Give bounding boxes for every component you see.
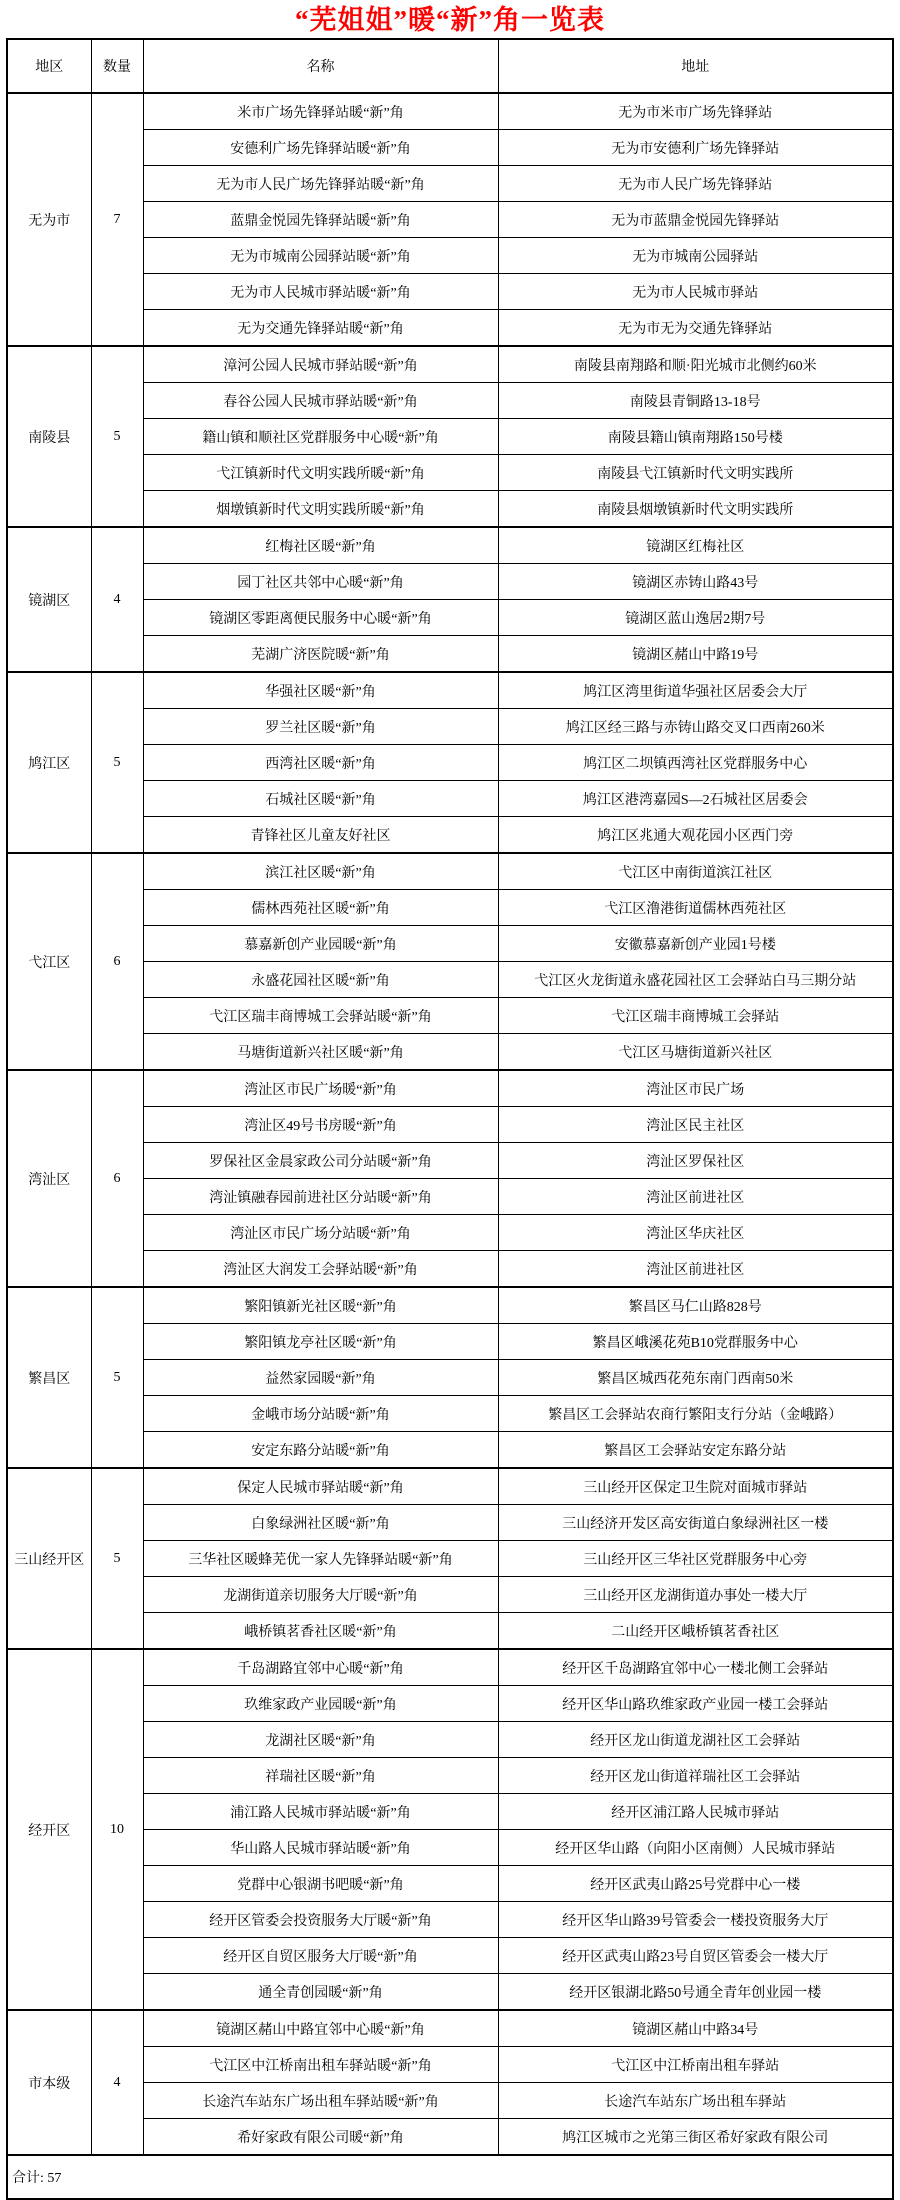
name-cell: 玖维家政产业园暖“新”角: [143, 1686, 498, 1722]
address-cell: 无为市城南公园驿站: [498, 238, 893, 274]
address-cell: 经开区武夷山路25号党群中心一楼: [498, 1866, 893, 1902]
name-cell: 繁阳镇新光社区暖“新”角: [143, 1287, 498, 1324]
address-cell: 湾沚区民主社区: [498, 1107, 893, 1143]
address-cell: 鸠江区经三路与赤铸山路交叉口西南260米: [498, 709, 893, 745]
page-title: “芜姐姐”暖“新”角一览表: [295, 5, 605, 35]
address-cell: 无为市安德利广场先锋驿站: [498, 130, 893, 166]
table-row: [7, 853, 893, 890]
column-header-1: 数量: [91, 39, 143, 93]
address-cell: 繁昌区峨溪花苑B10党群服务中心: [498, 1324, 893, 1360]
name-cell: 弋江区瑞丰商博城工会驿站暖“新”角: [143, 998, 498, 1034]
address-cell: 鸠江区城市之光第三街区希好家政有限公司: [498, 2119, 893, 2156]
name-cell: 烟墩镇新时代文明实践所暖“新”角: [143, 491, 498, 528]
address-cell: 无为市米市广场先锋驿站: [498, 93, 893, 130]
name-cell: 漳河公园人民城市驿站暖“新”角: [143, 346, 498, 383]
region-cell: 南陵县: [7, 346, 91, 527]
address-cell: 镜湖区赤铸山路43号: [498, 564, 893, 600]
table-row: [7, 1649, 893, 1686]
name-cell: 繁阳镇龙亭社区暖“新”角: [143, 1324, 498, 1360]
table-row: [7, 672, 893, 709]
name-cell: 三华社区暖蜂芜优一家人先锋驿站暖“新”角: [143, 1541, 498, 1577]
address-cell: 鸠江区兆通大观花园小区西门旁: [498, 817, 893, 854]
region-cell: 经开区: [7, 1649, 91, 2010]
address-cell: 镜湖区赭山中路34号: [498, 2010, 893, 2047]
name-cell: 湾沚区市民广场分站暖“新”角: [143, 1215, 498, 1251]
address-cell: 弋江区中南街道滨江社区: [498, 853, 893, 890]
address-cell: 鸠江区二坝镇西湾社区党群服务中心: [498, 745, 893, 781]
name-cell: 峨桥镇茗香社区暖“新”角: [143, 1613, 498, 1650]
address-cell: 弋江区火龙街道永盛花园社区工会驿站白马三期分站: [498, 962, 893, 998]
name-cell: 儒林西苑社区暖“新”角: [143, 890, 498, 926]
address-cell: 三山经开区保定卫生院对面城市驿站: [498, 1468, 893, 1505]
name-cell: 湾沚镇融春园前进社区分站暖“新”角: [143, 1179, 498, 1215]
count-cell: 5: [91, 346, 143, 527]
locations-table: [6, 38, 894, 2200]
name-cell: 龙湖街道亲切服务大厅暖“新”角: [143, 1577, 498, 1613]
region-cell: 市本级: [7, 2010, 91, 2155]
name-cell: 无为市人民广场先锋驿站暖“新”角: [143, 166, 498, 202]
address-cell: 繁昌区工会驿站农商行繁阳支行分站（金峨路）: [498, 1396, 893, 1432]
column-header-2: 名称: [143, 39, 498, 93]
name-cell: 通全青创园暖“新”角: [143, 1974, 498, 2011]
address-cell: 经开区千岛湖路宜邻中心一楼北侧工会驿站: [498, 1649, 893, 1686]
name-cell: 益然家园暖“新”角: [143, 1360, 498, 1396]
name-cell: 滨江社区暖“新”角: [143, 853, 498, 890]
address-cell: 经开区浦江路人民城市驿站: [498, 1794, 893, 1830]
name-cell: 镜湖区赭山中路宜邻中心暖“新”角: [143, 2010, 498, 2047]
address-cell: 经开区华山路39号管委会一楼投资服务大厅: [498, 1902, 893, 1938]
table-header-row: [7, 39, 893, 93]
total-label: 合计: 57: [7, 2155, 893, 2199]
count-cell: 7: [91, 93, 143, 346]
name-cell: 经开区自贸区服务大厅暖“新”角: [143, 1938, 498, 1974]
table-row: [7, 527, 893, 564]
address-cell: 鸠江区港湾嘉园S—2石城社区居委会: [498, 781, 893, 817]
region-cell: 无为市: [7, 93, 91, 346]
count-cell: 6: [91, 853, 143, 1070]
name-cell: 蓝鼎金悦园先锋驿站暖“新”角: [143, 202, 498, 238]
name-cell: 石城社区暖“新”角: [143, 781, 498, 817]
name-cell: 慕嘉新创产业园暖“新”角: [143, 926, 498, 962]
address-cell: 三山经济开发区高安街道白象绿洲社区一楼: [498, 1505, 893, 1541]
address-cell: 南陵县南翔路和顺·阳光城市北侧约60米: [498, 346, 893, 383]
name-cell: 春谷公园人民城市驿站暖“新”角: [143, 383, 498, 419]
address-cell: 湾沚区前进社区: [498, 1179, 893, 1215]
name-cell: 弋江镇新时代文明实践所暖“新”角: [143, 455, 498, 491]
name-cell: 浦江路人民城市驿站暖“新”角: [143, 1794, 498, 1830]
column-header-0: 地区: [7, 39, 91, 93]
address-cell: 安徽慕嘉新创产业园1号楼: [498, 926, 893, 962]
region-cell: 弋江区: [7, 853, 91, 1070]
address-cell: 无为市人民城市驿站: [498, 274, 893, 310]
region-cell: 湾沚区: [7, 1070, 91, 1287]
name-cell: 安定东路分站暖“新”角: [143, 1432, 498, 1469]
table-row: [7, 1287, 893, 1324]
address-cell: 湾沚区罗保社区: [498, 1143, 893, 1179]
table-row: [7, 1070, 893, 1107]
address-cell: 经开区华山路玖维家政产业园一楼工会驿站: [498, 1686, 893, 1722]
name-cell: 镜湖区零距离便民服务中心暖“新”角: [143, 600, 498, 636]
name-cell: 永盛花园社区暖“新”角: [143, 962, 498, 998]
name-cell: 无为交通先锋驿站暖“新”角: [143, 310, 498, 347]
total-row: [7, 2155, 893, 2199]
name-cell: 湾沚区49号书房暖“新”角: [143, 1107, 498, 1143]
count-cell: 4: [91, 527, 143, 672]
region-cell: 镜湖区: [7, 527, 91, 672]
name-cell: 米市广场先锋驿站暖“新”角: [143, 93, 498, 130]
name-cell: 华强社区暖“新”角: [143, 672, 498, 709]
region-cell: 鸠江区: [7, 672, 91, 853]
address-cell: 长途汽车站东广场出租车驿站: [498, 2083, 893, 2119]
count-cell: 10: [91, 1649, 143, 2010]
name-cell: 千岛湖路宜邻中心暖“新”角: [143, 1649, 498, 1686]
address-cell: 湾沚区前进社区: [498, 1251, 893, 1288]
address-cell: 三山经开区三华社区党群服务中心旁: [498, 1541, 893, 1577]
address-cell: 镜湖区赭山中路19号: [498, 636, 893, 673]
address-cell: 无为市蓝鼎金悦园先锋驿站: [498, 202, 893, 238]
address-cell: 南陵县弋江镇新时代文明实践所: [498, 455, 893, 491]
table-row: [7, 346, 893, 383]
name-cell: 华山路人民城市驿站暖“新”角: [143, 1830, 498, 1866]
name-cell: 祥瑞社区暖“新”角: [143, 1758, 498, 1794]
count-cell: 6: [91, 1070, 143, 1287]
address-cell: 镜湖区蓝山逸居2期7号: [498, 600, 893, 636]
address-cell: 经开区银湖北路50号通全青年创业园一楼: [498, 1974, 893, 2011]
address-cell: 镜湖区红梅社区: [498, 527, 893, 564]
name-cell: 经开区管委会投资服务大厅暖“新”角: [143, 1902, 498, 1938]
address-cell: 经开区龙山街道祥瑞社区工会驿站: [498, 1758, 893, 1794]
table-row: [7, 1468, 893, 1505]
address-cell: 三山经开区龙湖街道办事处一楼大厅: [498, 1577, 893, 1613]
address-cell: 无为市人民广场先锋驿站: [498, 166, 893, 202]
address-cell: 经开区龙山街道龙湖社区工会驿站: [498, 1722, 893, 1758]
name-cell: 芜湖广济医院暖“新”角: [143, 636, 498, 673]
name-cell: 青锋社区儿童友好社区: [143, 817, 498, 854]
address-cell: 南陵县青铜路13-18号: [498, 383, 893, 419]
address-cell: 繁昌区工会驿站安定东路分站: [498, 1432, 893, 1469]
address-cell: 无为市无为交通先锋驿站: [498, 310, 893, 347]
name-cell: 园丁社区共邻中心暖“新”角: [143, 564, 498, 600]
region-cell: 繁昌区: [7, 1287, 91, 1468]
table-row: [7, 2010, 893, 2047]
address-cell: 经开区华山路（向阳小区南侧）人民城市驿站: [498, 1830, 893, 1866]
name-cell: 无为市人民城市驿站暖“新”角: [143, 274, 498, 310]
address-cell: 鸠江区湾里街道华强社区居委会大厅: [498, 672, 893, 709]
name-cell: 无为市城南公园驿站暖“新”角: [143, 238, 498, 274]
name-cell: 马塘街道新兴社区暖“新”角: [143, 1034, 498, 1071]
address-cell: 弋江区澛港街道儒林西苑社区: [498, 890, 893, 926]
name-cell: 长途汽车站东广场出租车驿站暖“新”角: [143, 2083, 498, 2119]
name-cell: 湾沚区大润发工会驿站暖“新”角: [143, 1251, 498, 1288]
address-cell: 南陵县烟墩镇新时代文明实践所: [498, 491, 893, 528]
name-cell: 金峨市场分站暖“新”角: [143, 1396, 498, 1432]
name-cell: 罗保社区金晨家政公司分站暖“新”角: [143, 1143, 498, 1179]
address-cell: 湾沚区市民广场: [498, 1070, 893, 1107]
name-cell: 安德利广场先锋驿站暖“新”角: [143, 130, 498, 166]
address-cell: 弋江区马塘街道新兴社区: [498, 1034, 893, 1071]
name-cell: 保定人民城市驿站暖“新”角: [143, 1468, 498, 1505]
address-cell: 弋江区瑞丰商博城工会驿站: [498, 998, 893, 1034]
count-cell: 5: [91, 672, 143, 853]
address-cell: 弋江区中江桥南出租车驿站: [498, 2047, 893, 2083]
address-cell: 繁昌区马仁山路828号: [498, 1287, 893, 1324]
name-cell: 罗兰社区暖“新”角: [143, 709, 498, 745]
count-cell: 4: [91, 2010, 143, 2155]
address-cell: 经开区武夷山路23号自贸区管委会一楼大厅: [498, 1938, 893, 1974]
column-header-3: 地址: [498, 39, 893, 93]
table-row: [7, 93, 893, 130]
name-cell: 弋江区中江桥南出租车驿站暖“新”角: [143, 2047, 498, 2083]
name-cell: 龙湖社区暖“新”角: [143, 1722, 498, 1758]
count-cell: 5: [91, 1287, 143, 1468]
address-cell: 二山经开区峨桥镇茗香社区: [498, 1613, 893, 1650]
name-cell: 红梅社区暖“新”角: [143, 527, 498, 564]
address-cell: 南陵县籍山镇南翔路150号楼: [498, 419, 893, 455]
region-cell: 三山经开区: [7, 1468, 91, 1649]
name-cell: 西湾社区暖“新”角: [143, 745, 498, 781]
name-cell: 党群中心银湖书吧暖“新”角: [143, 1866, 498, 1902]
name-cell: 籍山镇和顺社区党群服务中心暖“新”角: [143, 419, 498, 455]
name-cell: 希好家政有限公司暖“新”角: [143, 2119, 498, 2156]
name-cell: 白象绿洲社区暖“新”角: [143, 1505, 498, 1541]
name-cell: 湾沚区市民广场暖“新”角: [143, 1070, 498, 1107]
address-cell: 繁昌区城西花苑东南门西南50米: [498, 1360, 893, 1396]
address-cell: 湾沚区华庆社区: [498, 1215, 893, 1251]
count-cell: 5: [91, 1468, 143, 1649]
